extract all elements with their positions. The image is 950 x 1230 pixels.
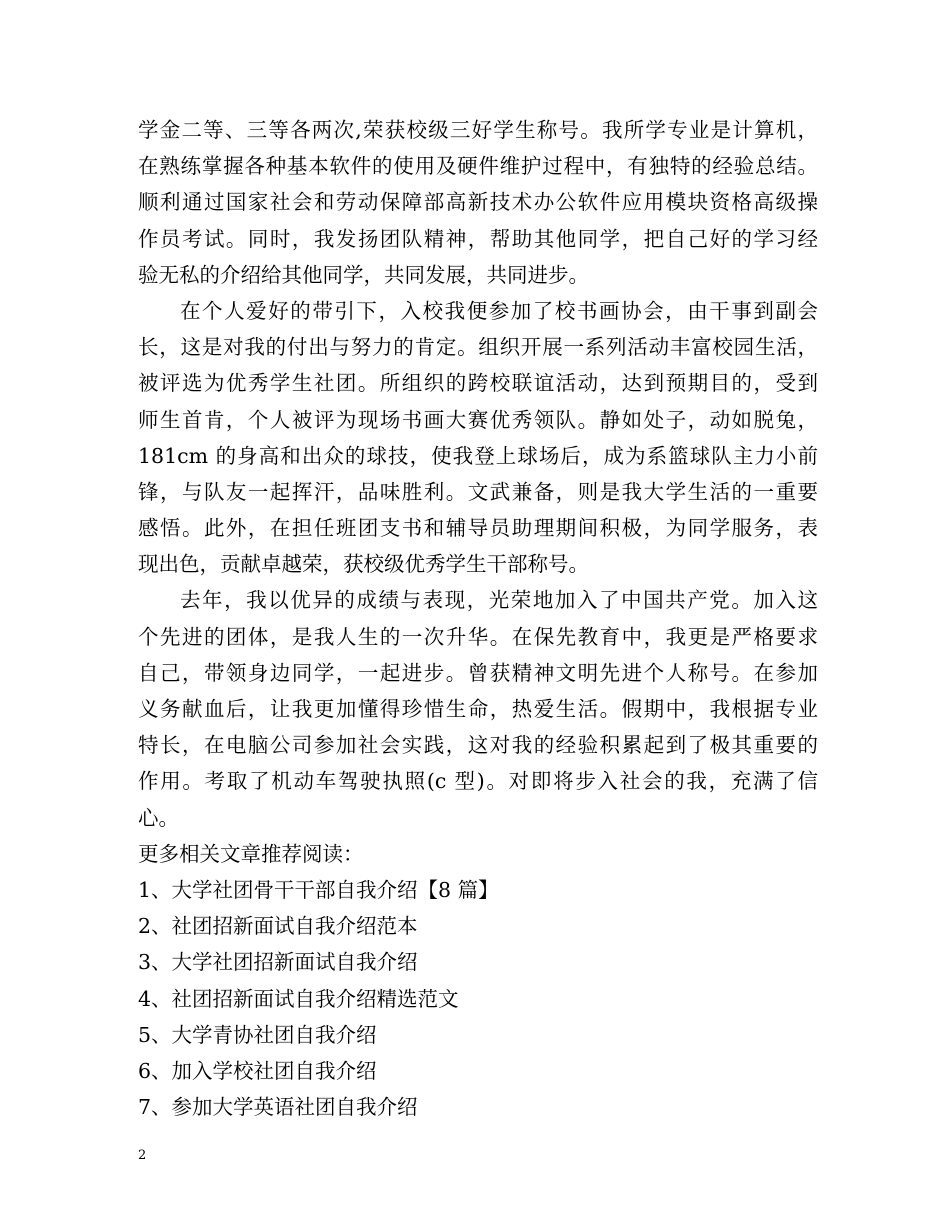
paragraph-line: 现出色，贡献卓越荣，获校级优秀学生干部称号。 xyxy=(138,552,589,577)
paragraph-line: 感悟。此外，在担任班团支书和辅导员助理期间积极，为同学服务，表 xyxy=(138,516,818,541)
related-article-link[interactable]: 6、加入学校社团自我介绍 xyxy=(138,1058,377,1083)
paragraph-line: 去年，我以优异的成绩与表现，光荣地加入了中国共产党。加入这 xyxy=(180,588,818,613)
paragraph-line: 验无私的介绍给其他同学，共同发展，共同进步。 xyxy=(138,262,589,287)
paragraph-line: 在熟练掌握各种基本软件的使用及硬件维护过程中，有独特的经验总结。 xyxy=(138,154,818,179)
paragraph-line: 作用。考取了机动车驾驶执照(c 型)。对即将步入社会的我，充满了信 xyxy=(138,769,818,794)
paragraph-line: 特长，在电脑公司参加社会实践，这对我的经验积累起到了极其重要的 xyxy=(138,733,818,758)
related-article-link[interactable]: 5、大学青协社团自我介绍 xyxy=(138,1022,377,1047)
related-article-link[interactable]: 2、社团招新面试自我介绍范本 xyxy=(138,914,418,939)
document-body xyxy=(138,112,818,1125)
related-article-link[interactable]: 7、参加大学英语社团自我介绍 xyxy=(138,1095,418,1120)
paragraph-line: 锋，与队友一起挥汗，品味胜利。文武兼备，则是我大学生活的一重要 xyxy=(138,479,818,504)
paragraph-3 xyxy=(138,582,818,835)
related-article-link[interactable]: 1、大学社团骨干干部自我介绍【8 篇】 xyxy=(138,877,499,902)
paragraph-line: 学金二等、三等各两次,荣获校级三好学生称号。我所学专业是计算机， xyxy=(138,118,818,142)
paragraph-line: 顺利通过国家社会和劳动保障部高新技术办公软件应用模块资格高级操 xyxy=(138,190,818,215)
paragraph-line: 心。 xyxy=(138,805,179,830)
related-articles-list xyxy=(138,872,818,1125)
paragraph-line: 自己，带领身边同学，一起进步。曾获精神文明先进个人称号。在参加 xyxy=(138,660,818,685)
related-article-link[interactable]: 4、社团招新面试自我介绍精选范文 xyxy=(138,986,459,1011)
paragraph-line: 被评选为优秀学生社团。所组织的跨校联谊活动，达到预期目的，受到 xyxy=(138,371,818,396)
page-number: 2 xyxy=(138,1148,147,1163)
paragraph-line: 师生首肯，个人被评为现场书画大赛优秀领队。静如处子，动如脱兔， xyxy=(138,407,818,432)
related-article-link[interactable]: 3、大学社团招新面试自我介绍 xyxy=(138,950,418,975)
paragraph-line: 181cm 的身高和出众的球技，使我登上球场后，成为系篮球队主力小前 xyxy=(138,443,818,468)
paragraph-line: 个先进的团体，是我人生的一次升华。在保先教育中，我更是严格要求 xyxy=(138,624,818,649)
paragraph-1 xyxy=(138,112,818,293)
paragraph-line: 作员考试。同时，我发扬团队精神，帮助其他同学，把自己好的学习经 xyxy=(138,226,818,251)
paragraph-2 xyxy=(138,293,818,583)
paragraph-line: 义务献血后，让我更加懂得珍惜生命，热爱生活。假期中，我根据专业 xyxy=(138,697,818,721)
paragraph-line: 在个人爱好的带引下，入校我便参加了校书画协会，由干事到副会 xyxy=(180,298,818,323)
paragraph-line: 长，这是对我的付出与努力的肯定。组织开展一系列活动丰富校园生活， xyxy=(138,335,818,360)
related-articles-heading: 更多相关文章推荐阅读： xyxy=(138,841,364,866)
